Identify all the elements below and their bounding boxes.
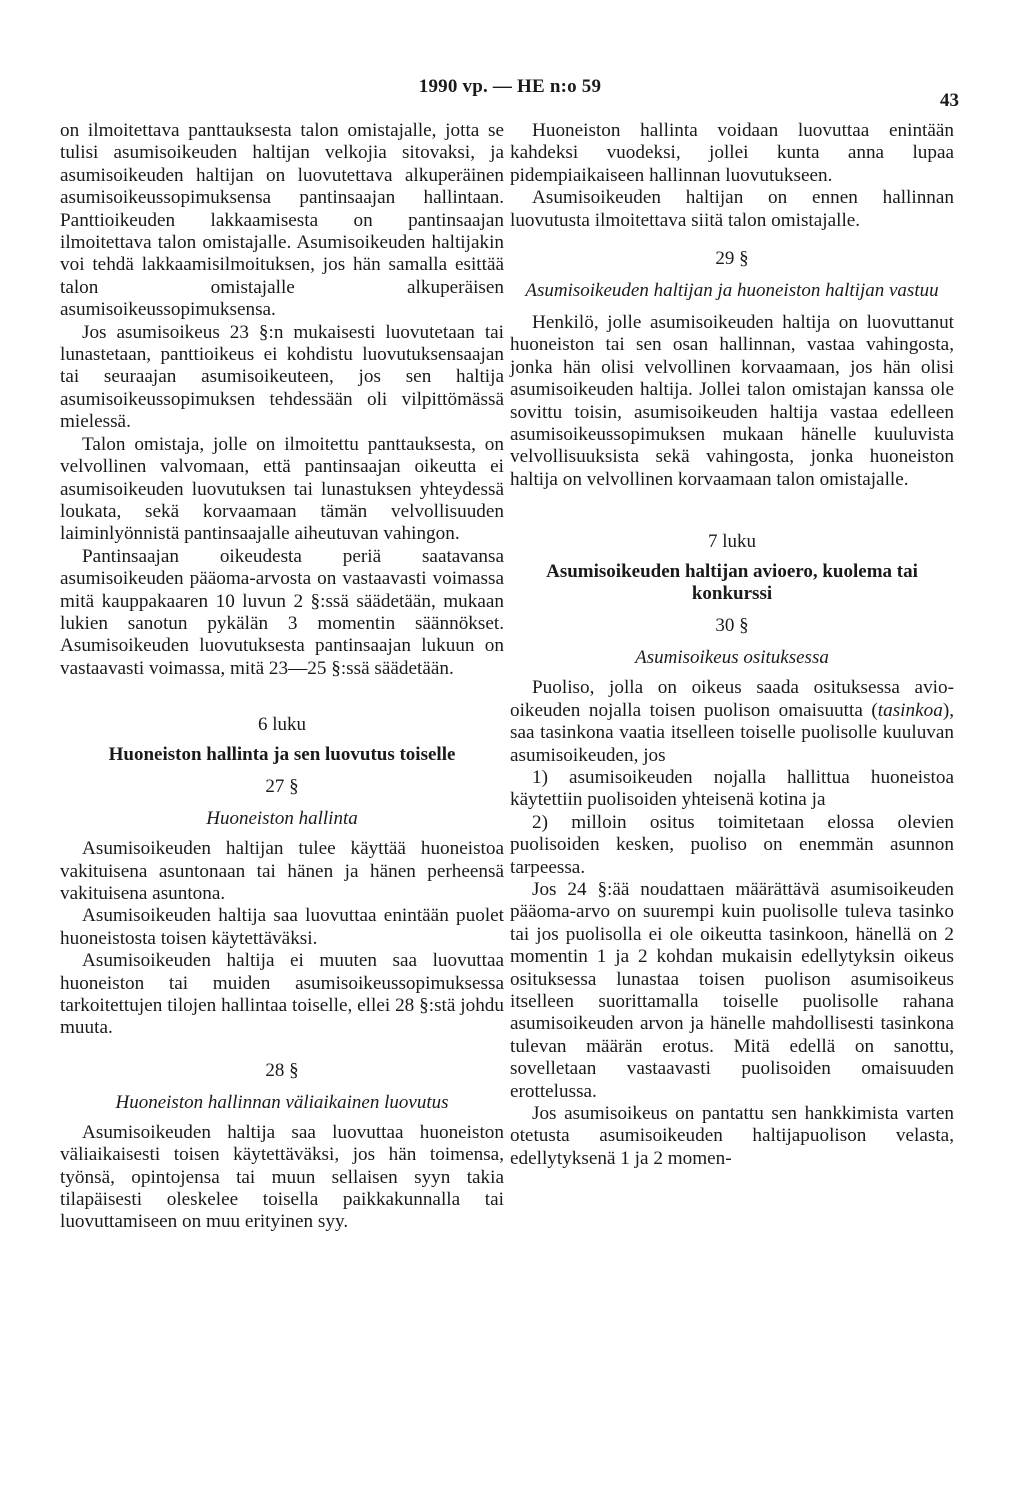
chapter-number: 7 luku bbox=[707, 531, 757, 553]
paragraph: Talon omistaja, jolle on ilmoitettu panttauksesta, on velvollinen valvomaan, että pantinsaajan oikeutta ei asumisoikeuden luovutuksen tai lunastuksen yhteydessä loukata, sekä korvaamaan tämän velvollisuuden laiminlyönnistä pantinsaajalle aiheutuvan vahingon. bbox=[60, 433, 504, 545]
paragraph: on ilmoitettava panttauksesta talon omistajalle, jotta se tulisi asumisoikeuden haltijan velkojia sitovaksi, ja asumisoikeuden haltijan on luovutettava alkuperäinen asumisoikeussopimuksensa pantinsaajan hallintaan. Panttioikeuden lakkaamisesta on pantinsaajan ilmoitettava talon omistajalle. Asumisoikeuden haltijakin voi tehdä lakkaamisilmoituksen, jos hän samalla esittää talon omistajalle alkuperäisen asumisoikeussopimuksensa. bbox=[60, 120, 504, 321]
paragraph: Henkilö, jolle asumisoikeuden haltija on luovuttanut huoneiston tai sen osan hallinnan, vastaa vahingosta, jonka hän olisi velvollinen korvaamaan, jos hän olisi asumisoikeuden haltija. Jollei talon omistajan kanssa ole sovittu toisin, asumisoikeuden haltija vastaa edelleen asumisoikeussopimuksen mukaan hänelle kuuluvista velvollisuuksista sekä vahingosta, jonka huoneiston haltija on velvollinen korvaamaan talon omistajalle. bbox=[510, 312, 954, 490]
list-item: 1) asumisoikeuden nojalla hallittua huoneistoa käytettiin puolisoiden yhteisenä kotina ja bbox=[510, 766, 954, 811]
list-item: 2) milloin ositus toimitetaan elossa olevien puolisoiden kesken, puoliso on enemmän asunnon tarpeessa. bbox=[510, 811, 954, 878]
section-title: Huoneiston hallinnan väliaikainen luovutus bbox=[115, 1091, 449, 1113]
chapter-title: Asumisoikeuden haltijan avioero, kuolema tai konkurssi bbox=[546, 561, 918, 605]
paragraph: Jos asumisoikeus on pantattu sen hankkimista varten otetusta asumisoikeuden haltijapuolison velasta, edellytyksenä 1 ja 2 momen- bbox=[510, 1103, 954, 1169]
section-title: Asumisoikeuden haltijan ja huoneiston haltijan vastuu bbox=[525, 280, 939, 302]
paragraph: Asumisoikeuden haltijan on ennen hallinnan luovutusta ilmoitettava siitä talon omistajalle. bbox=[510, 187, 954, 231]
section-number: 27 § bbox=[265, 776, 299, 798]
section-title: Asumisoikeus osituksessa bbox=[635, 647, 829, 669]
left-column bbox=[60, 120, 504, 1234]
chapter-number: 6 luku bbox=[257, 714, 307, 736]
chapter-title: Huoneiston hallinta ja sen luovutus toiselle bbox=[108, 744, 456, 766]
section-title: Huoneiston hallinta bbox=[206, 808, 358, 830]
text-run: Puoliso, jolla on oikeus saada osituksessa avio-oikeuden nojalla toisen puolison omaisuutta ( bbox=[510, 677, 954, 721]
section-number: 28 § bbox=[265, 1059, 299, 1081]
paragraph: Pantinsaajan oikeudesta periä saatavansa asumisoikeuden pääoma-arvosta on vastaavasti voimassa mitä kauppakaaren 10 luvun 2 §:ssä säädetään, mukaan lukien sanotun pykälän 3 momentin säännökset. Asumisoikeuden luovutuksesta pantinsaajan lukuun on vastaavasti voimassa, mitä 23—25 §:ssä säädetään. bbox=[60, 545, 504, 679]
right-column bbox=[510, 120, 954, 1170]
section-number: 29 § bbox=[715, 248, 749, 270]
section-number: 30 § bbox=[715, 615, 749, 637]
running-header bbox=[0, 76, 1024, 111]
paragraph: Huoneiston hallinta voidaan luovuttaa enintään kahdeksi vuodeksi, jollei kunta anna lupaa pidempiaikaiseen hallinnan luovutukseen. bbox=[510, 120, 954, 186]
running-head: 1990 vp. — HE n:o 59 bbox=[418, 76, 602, 97]
text-run: ), saa tasinkona vaatia itselleen toiselle puolisolle kuuluvan asumisoikeuden, jos bbox=[510, 699, 954, 766]
paragraph: Asumisoikeuden haltija saa luovuttaa enintään puolet huoneistosta toisen käytettäväksi. bbox=[60, 905, 504, 949]
emphasized-term: tasinkoa bbox=[877, 699, 943, 721]
paragraph: Asumisoikeuden haltija ei muuten saa luovuttaa huoneiston tai muiden asumisoikeussopimuksessa tarkoitettujen tilojen hallintaa toiselle, ellei 28 §:stä johdu muuta. bbox=[60, 950, 504, 1039]
paragraph: Jos 24 §:ää noudattaen määrättävä asumisoikeuden pääoma-arvo on suurempi kuin puolisolle tuleva tasinko tai jos puolisolla ei ole oikeutta tasinkoon, hänellä on 2 momentin 1 ja 2 kohdan mukaisin edellytyksin oikeus osituksessa lunastaa toisen puolison asumisoikeus itselleen suorittamalla toiselle puolisolle rahana asumisoikeuden arvon ja hänelle mahdollisesti tasinkona tulevan määrän erotus. Mitä edellä on sanottu, sovelletaan vastaavasti puolisoiden omaisuuden erottelussa. bbox=[510, 878, 954, 1102]
paragraph: Asumisoikeuden haltija saa luovuttaa huoneiston väliaikaisesti toisen käytettäväksi, jos hän toimensa, työnsä, opintojensa tai muun sellaisen syyn takia tilapäisesti oleskelee toisella paikkakunnalla tai luovuttamiseen on muu erityinen syy. bbox=[60, 1121, 504, 1233]
page-number: 43 bbox=[940, 90, 959, 111]
paragraph bbox=[510, 677, 954, 767]
paragraph: Asumisoikeuden haltijan tulee käyttää huoneistoa vakituisena asuntonaan tai hänen ja hänen perheensä vakituisena asuntona. bbox=[60, 838, 504, 904]
paragraph: Jos asumisoikeus 23 §:n mukaisesti luovutetaan tai lunastetaan, panttioikeus ei kohdistu luovutuksensaajan tai seuraajan asumisoikeuteen, jos sen haltija asumisoikeussopimuksen tehdessään oli vilpittömässä mielessä. bbox=[60, 321, 504, 433]
